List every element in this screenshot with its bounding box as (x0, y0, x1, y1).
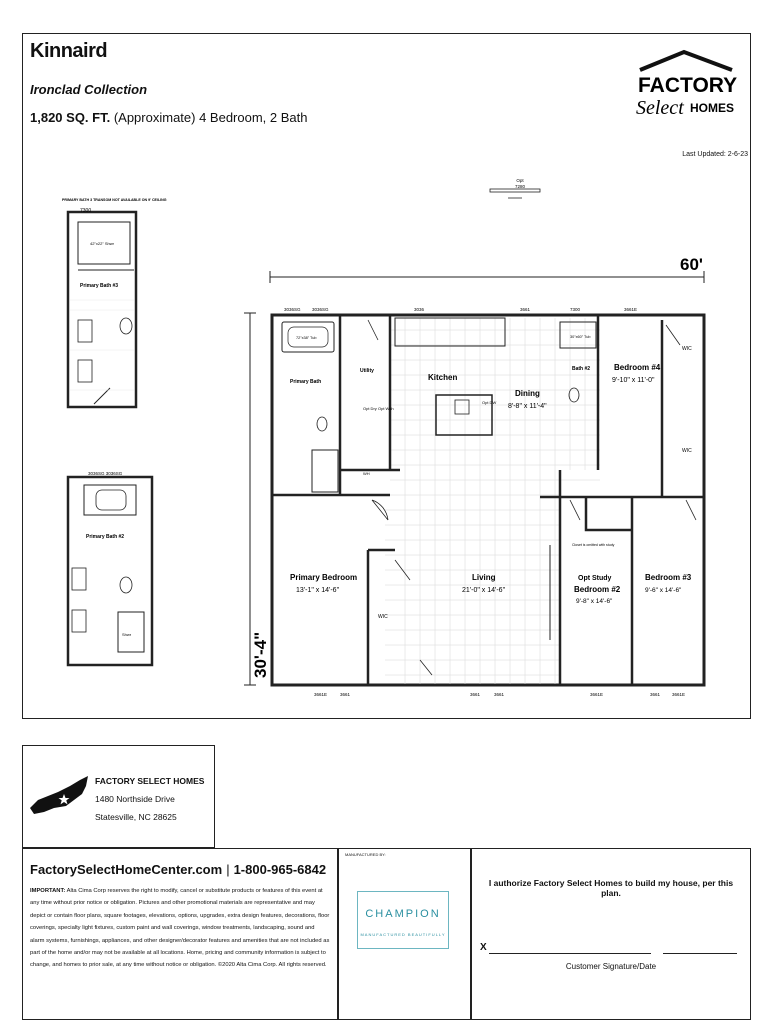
room-kitchen: Kitchen (428, 373, 458, 382)
window-bottom-6: 3661 (650, 692, 661, 697)
champion-logo (357, 891, 449, 949)
authorization-text: I authorize Factory Select Homes to build my house, per this plan. (488, 878, 734, 898)
opt-size: 7280 (514, 184, 526, 189)
window-top-3: 3036 (414, 307, 425, 312)
bedroom2-size: 9'-8" x 14'-6" (576, 598, 613, 605)
depth-dimension: 30'-4" (251, 631, 270, 678)
inset-top-shower: 42"x22" Shwr (90, 241, 114, 246)
inset-top-window: 7300 (80, 208, 92, 214)
bedroom4-size: 9'-10" x 11'-0" (612, 377, 655, 384)
dealer-street: 1480 Northside Drive (95, 794, 175, 804)
contact-line (30, 862, 326, 877)
opt-wsh: Opt Wsh (378, 406, 394, 411)
room-primary-bedroom: Primary Bedroom (290, 573, 358, 582)
opt-label: Opt (516, 178, 524, 183)
window-bottom-1: 3661E (314, 692, 328, 697)
opt-study: Opt Study (578, 575, 612, 582)
sqft: 1,820 SQ. FT. (30, 110, 111, 125)
champion-tagline: MANUFACTURED BEAUTIFULLY (360, 932, 446, 937)
room-bedroom4: Bedroom #4 (614, 363, 661, 372)
inset-primary-bath3 (68, 208, 136, 407)
dealer-city: Statesville, NC 28625 (95, 812, 177, 822)
contact-separator: | (226, 862, 230, 877)
logo-line3: HOMES (690, 101, 735, 115)
bedroom3-size: 9'-6" x 14'-6" (645, 587, 682, 594)
signature-line[interactable] (489, 953, 651, 954)
sqft-note: (Approximate) 4 Bedroom, 2 Bath (113, 110, 308, 125)
north-carolina-icon (28, 772, 90, 820)
wh-label: WH (363, 471, 370, 476)
room-bedroom2: Bedroom #2 (574, 585, 621, 594)
closet-note: Closet is omitted with study (572, 543, 615, 547)
window-top-5: 7300 (570, 307, 581, 312)
model-title: Kinnaird (30, 40, 108, 62)
date-line[interactable] (663, 953, 737, 954)
window-bottom-4: 3661 (494, 692, 505, 697)
collection-name: Ironclad Collection (30, 82, 148, 97)
room-utility: Utility (360, 368, 374, 374)
window-top-1: 3036SG (284, 307, 301, 312)
logo-line1: FACTORY (638, 74, 737, 97)
opt-dw: Opt DW (482, 400, 497, 405)
inset-bottom-shower: Shwr (122, 632, 132, 637)
room-dining: Dining (515, 389, 540, 398)
window-bottom-2: 3661 (340, 692, 351, 697)
room-primary-bath: Primary Bath (290, 379, 322, 385)
website-link[interactable]: FactorySelectHomeCenter.com (30, 862, 223, 877)
signature-label: Customer Signature/Date (565, 962, 657, 971)
champion-name: CHAMPION (365, 908, 441, 920)
manufactured-by: MANUFACTURED BY: (345, 852, 386, 857)
primary-bedroom-size: 13'-1" x 14'-6" (296, 587, 340, 594)
window-top-4: 3661 (520, 307, 531, 312)
opt-dry: Opt Dry (363, 406, 377, 411)
note-primary-bath3: PRIMARY BATH 3 TRANSOM NOT AVAILABLE ON 9' CEILING (62, 198, 167, 202)
tub-label: 72"x38" Tub (296, 336, 317, 340)
footer-divider-2 (470, 848, 472, 1020)
dining-size: 8'-8" x 11'-4" (508, 403, 547, 410)
room-living: Living (472, 573, 496, 582)
window-bottom-7: 3661E (672, 692, 686, 697)
bath2-tub: 30"x60" Tub (570, 335, 591, 339)
legal-text (30, 885, 330, 972)
inset-primary-bath2 (68, 471, 152, 665)
phone-number[interactable]: 1-800-965-6842 (233, 862, 327, 877)
legal-label: IMPORTANT: (30, 888, 66, 894)
inset-top-label: Primary Bath #3 (80, 283, 119, 289)
room-bedroom3: Bedroom #3 (645, 573, 692, 582)
legal-body: Alta Cima Corp reserves the right to modify, cancel or substitute products or features of this event at any time without prior notice or obligation. Pictures and other promotional materials are representative and may depict or contain floor plans, square footages, elevations, options, upgrades, extra design features, decorations, floor coverings, specialty light fixtures, custom paint and wall coverings, window treatments, landscaping, sound and alarm systems, furnishings, appliances, and other designer/decorator features and amenities that are not included as part of the home and/or may not be available at all locations. Home, pricing and community information is subject to change, and homes to prior sale, at any time without notice or obligation. ©2020 Alta Cima Corp. All rights reserved. (30, 888, 330, 969)
dealer-address (95, 772, 204, 826)
wic-right: WIC (682, 448, 692, 454)
width-dimension: 60' (680, 255, 703, 274)
inset-bottom-label: Primary Bath #2 (86, 534, 125, 540)
inset-bottom-windows: 3036SG 3036SG (88, 471, 123, 476)
living-size: 21'-0" x 14'-6" (462, 587, 506, 594)
wic-top: WIC (682, 346, 692, 352)
wic-primary: WIC (378, 614, 388, 620)
signature-x: X (480, 942, 487, 953)
dealer-company: FACTORY SELECT HOMES (95, 776, 205, 786)
window-top-2: 3036SG (312, 307, 329, 312)
footer-divider (337, 848, 339, 1020)
last-updated: Last Updated: 2-6-23 (682, 151, 748, 158)
logo-line2: Select (636, 97, 684, 119)
window-bottom-3: 3661 (470, 692, 481, 697)
window-top-6: 3661E (624, 307, 638, 312)
room-bath2: Bath #2 (572, 366, 591, 372)
window-bottom-5: 3661E (590, 692, 604, 697)
